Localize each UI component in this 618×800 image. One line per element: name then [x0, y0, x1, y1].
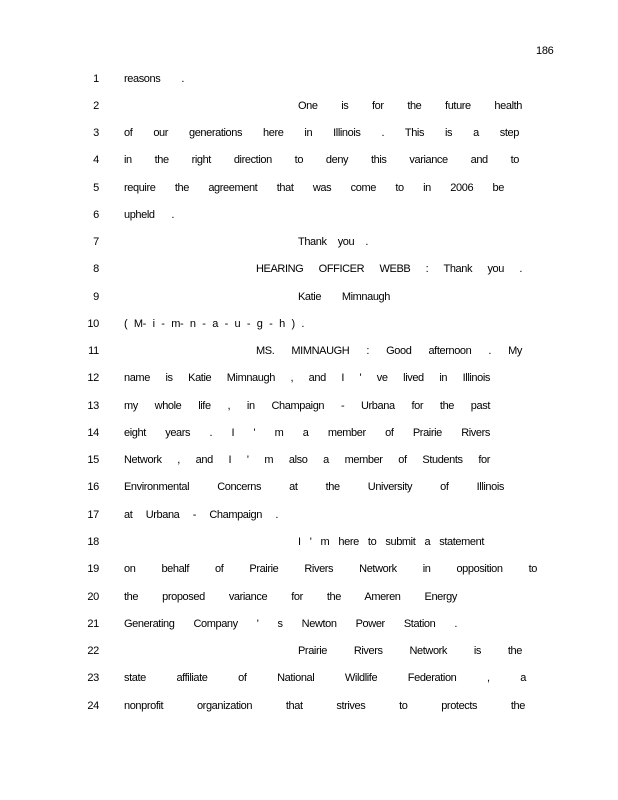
transcript-line	[0, 425, 618, 441]
line-text: One is for the future health	[298, 100, 522, 112]
line-number: 5	[93, 182, 99, 194]
transcript-line	[0, 71, 618, 87]
line-number: 23	[87, 672, 99, 684]
line-number: 1	[93, 73, 99, 85]
line-text: of our generations here in Illinois . This is a step	[124, 127, 519, 139]
transcript-line	[0, 589, 618, 605]
transcript-line	[0, 152, 618, 168]
line-number: 17	[87, 509, 99, 521]
transcript-line	[0, 452, 618, 468]
line-number: 18	[87, 536, 99, 548]
line-text: state affiliate of National Wildlife Federation , a	[124, 672, 526, 684]
line-text: in the right direction to deny this variance and to	[124, 154, 519, 166]
transcript-line	[0, 98, 618, 114]
line-text: on behalf of Prairie Rivers Network in opposition to	[124, 563, 537, 575]
line-number: 14	[87, 427, 99, 439]
line-text: I ' m here to submit a statement	[298, 536, 484, 548]
transcript-line	[0, 207, 618, 223]
transcript-line	[0, 561, 618, 577]
line-number: 13	[87, 400, 99, 412]
line-number: 16	[87, 481, 99, 493]
transcript-line	[0, 479, 618, 495]
transcript-line	[0, 507, 618, 523]
line-text: upheld .	[124, 209, 174, 221]
line-text: my whole life , in Champaign - Urbana for the past	[124, 400, 490, 412]
line-number: 6	[93, 209, 99, 221]
transcript-line	[0, 398, 618, 414]
line-number: 3	[93, 127, 99, 139]
line-number: 10	[87, 318, 99, 330]
line-number: 15	[87, 454, 99, 466]
line-number: 21	[87, 618, 99, 630]
line-text: Thank you .	[298, 236, 368, 248]
line-text: reasons .	[124, 73, 184, 85]
transcript-line	[0, 343, 618, 359]
line-text: nonprofit organization that strives to protects the	[124, 700, 525, 712]
line-text: MS. MIMNAUGH : Good afternoon . My	[256, 345, 522, 357]
line-number: 24	[87, 700, 99, 712]
line-text: at Urbana - Champaign .	[124, 509, 278, 521]
line-number: 8	[93, 263, 99, 275]
transcript-line	[0, 316, 618, 332]
line-number: 9	[93, 291, 99, 303]
transcript-line	[0, 670, 618, 686]
line-text: Environmental Concerns at the University of Illinois	[124, 481, 504, 493]
line-text: require the agreement that was come to in 2006 be	[124, 182, 504, 194]
line-number: 20	[87, 591, 99, 603]
transcript-line	[0, 125, 618, 141]
line-text: ( M- i - m- n - a - u - g - h ) .	[124, 318, 305, 330]
transcript-line	[0, 180, 618, 196]
line-text: eight years . I ' m a member of Prairie Rivers	[124, 427, 490, 439]
line-number: 19	[87, 563, 99, 575]
page-number: 186	[536, 45, 554, 57]
line-number: 12	[87, 372, 99, 384]
transcript-line	[0, 616, 618, 632]
line-text: name is Katie Mimnaugh , and I ' ve lived in Illinois	[124, 372, 490, 384]
transcript-line	[0, 234, 618, 250]
transcript-line	[0, 370, 618, 386]
line-number: 11	[88, 345, 99, 357]
line-number: 2	[93, 100, 99, 112]
line-text: Generating Company ' s Newton Power Station .	[124, 618, 457, 630]
transcript-line	[0, 698, 618, 714]
line-text: Prairie Rivers Network is the	[298, 645, 522, 657]
line-text: the proposed variance for the Ameren Energy	[124, 591, 457, 603]
line-text: HEARING OFFICER WEBB : Thank you .	[256, 263, 522, 275]
line-number: 22	[87, 645, 99, 657]
line-number: 7	[93, 236, 99, 248]
transcript-line	[0, 289, 618, 305]
line-text: Katie Mimnaugh	[298, 291, 390, 303]
line-text: Network , and I ' m also a member of Students for	[124, 454, 490, 466]
line-number: 4	[93, 154, 99, 166]
transcript-line	[0, 643, 618, 659]
transcript-line	[0, 534, 618, 550]
transcript-line	[0, 261, 618, 277]
